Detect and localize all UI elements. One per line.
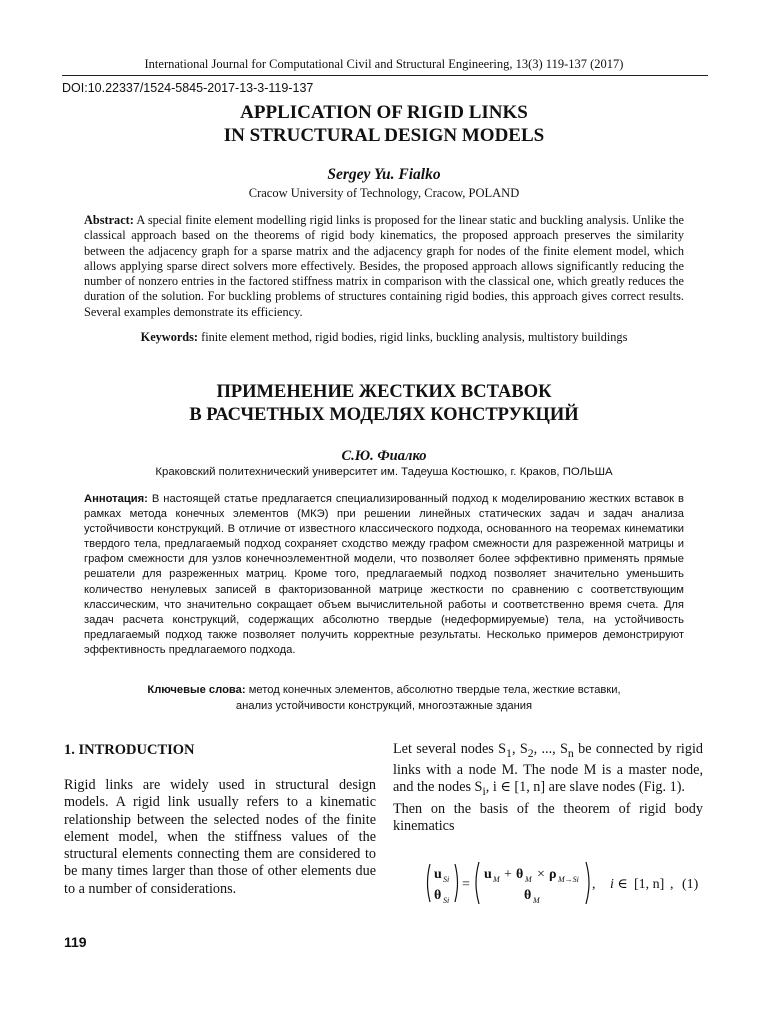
russian-keywords — [0, 682, 768, 714]
russian-abstract — [84, 492, 684, 658]
russian-keywords-line-1: метод конечных элементов, абсолютно твердые тела, жесткие вставки, — [245, 684, 621, 696]
u-symbol: u — [434, 867, 442, 882]
header-rule — [62, 75, 708, 76]
sub-m-2: M — [525, 875, 532, 884]
right-paragraph-1: Let several nodes $S_1$, $S_2$, ..., $S_n$ be connected by rigid links with a node M. The node M is a master node, and the nodes $S_i$, i ∈ [1, n] are slave nodes (Fig. 1). — [393, 741, 703, 799]
russian-title-line-2: В РАСЧЕТНЫХ МОДЕЛЯХ КОНСТРУКЦИЙ — [189, 405, 579, 425]
i-element-of: i ∈ — [610, 877, 628, 892]
title-line-1: APPLICATION OF RIGID LINKS — [240, 102, 528, 123]
range: [1, n] — [634, 877, 665, 892]
rho-symbol: ρ — [549, 867, 557, 882]
affiliation: Cracow University of Technology, Cracow, POLAND — [248, 186, 520, 200]
section-heading: 1. INTRODUCTION — [64, 742, 195, 758]
sub-m-si: M→Si — [558, 875, 579, 884]
sub-m: M — [493, 875, 500, 884]
abstract-label: Abstract: — [84, 213, 134, 227]
sub-si-2: Si — [443, 896, 450, 905]
abstract-text: A special finite element modelling rigid links is proposed for the linear static and buckling analysis. Unlike the classical approach based on the theorems of rigid body kinematics, the proposed approach preserves the similarity between the adjacency graph for a sparse matrix and the adjacency graph for nodes of the finite element model, which allows applying sparse direct solvers more effectively. Besides, the proposed approach allows significantly reducing the number of nonzero entries in the factored stiffness matrix in comparison with the classical one, which greatly reduces the duration of the solution. For buckling problems of structures containing rigid bodies, this approach gives correct results. Several examples demonstrate its efficiency. — [84, 213, 684, 319]
doi: DOI:10.22337/1524-5845-2017-13-3-119-137 — [62, 81, 314, 95]
author: Sergey Yu. Fialko — [327, 166, 441, 183]
equation-number: (1) — [682, 877, 699, 892]
russian-abstract-text: В настоящей статье предлагается специализированный подход к моделированию жестких вставок в рамках метода конечных элементов (МКЭ) при решении линейных статических задач и задач анализа устойчивости конструкций. В отличие от известного классического подхода, основанного на теоремах кинематики твердого тела, предлагаемый подход сохраняет сходство между графом смежности для разреженной матрицы и графом смежности для узлов конечноэлементной модели, что позволяет более эффективно применять прямые решатели для разреженных матриц. Кроме того, предлагаемый подход позволяет значительно уменьшить количество ненулевых записей в факторизованной матрице жесткости по сравнению с соответствующим классическим, что значительно сокращает объем вычислительной работы и соответственно время счета. Для задач расчета конструкций, содержащих абсолютно твердые (недеформируемые) тела, на устойчивость предлагаемый подход также позволяет получить корректные результаты. Несколько примеров демонстрируют эффективность предлагаемого подхода. — [84, 493, 684, 656]
plus-sign: + — [504, 867, 512, 882]
russian-keywords-label: Ключевые слова: — [147, 684, 246, 696]
right-paragraph-2: Then on the basis of the theorem of rigid body kinematics — [393, 800, 703, 834]
russian-title-line-1: ПРИМЕНЕНИЕ ЖЕСТКИХ ВСТАВОК — [216, 382, 552, 402]
equation-1 — [424, 858, 710, 908]
sub-si: Si — [443, 875, 450, 884]
keywords-text: finite element method, rigid bodies, rigid links, buckling analysis, multistory buildings — [198, 330, 628, 344]
u-m-symbol: u — [484, 867, 492, 882]
page-number: 119 — [64, 934, 87, 950]
russian-affiliation: Краковский политехнический университет им. Тадеуша Костюшко, г. Краков, ПОЛЬША — [155, 466, 613, 478]
keywords — [0, 330, 768, 345]
comma-2: , — [670, 877, 674, 892]
theta-m-lower: θ — [524, 888, 532, 903]
journal-header: International Journal for Computational Civil and Structural Engineering, 13(3) 119-137 (2017) — [144, 57, 624, 71]
sub-m-3: M — [533, 896, 540, 905]
abstract — [84, 213, 684, 320]
times-sign: × — [537, 867, 545, 882]
comma-1: , — [592, 877, 596, 892]
left-column-paragraph: Rigid links are widely used in structural design models. A rigid link usually refers to a kinematic relationship between the selected nodes of the finite element model, when the stiffness values of the structural elements connecting them are considered to be many times larger than those of other elements due to a number of considerations. — [64, 777, 376, 897]
russian-abstract-label: Аннотация: — [84, 493, 148, 505]
theta-symbol: θ — [434, 888, 442, 903]
theta-m-symbol: θ — [516, 867, 524, 882]
russian-author: С.Ю. Фиалко — [341, 448, 427, 464]
keywords-label: Keywords: — [140, 330, 199, 344]
russian-keywords-line-2: анализ устойчивости конструкций, многоэтажные здания — [235, 700, 533, 712]
equals-sign: = — [462, 877, 470, 892]
title-line-2: IN STRUCTURAL DESIGN MODELS — [223, 125, 545, 146]
right-column — [393, 741, 703, 835]
